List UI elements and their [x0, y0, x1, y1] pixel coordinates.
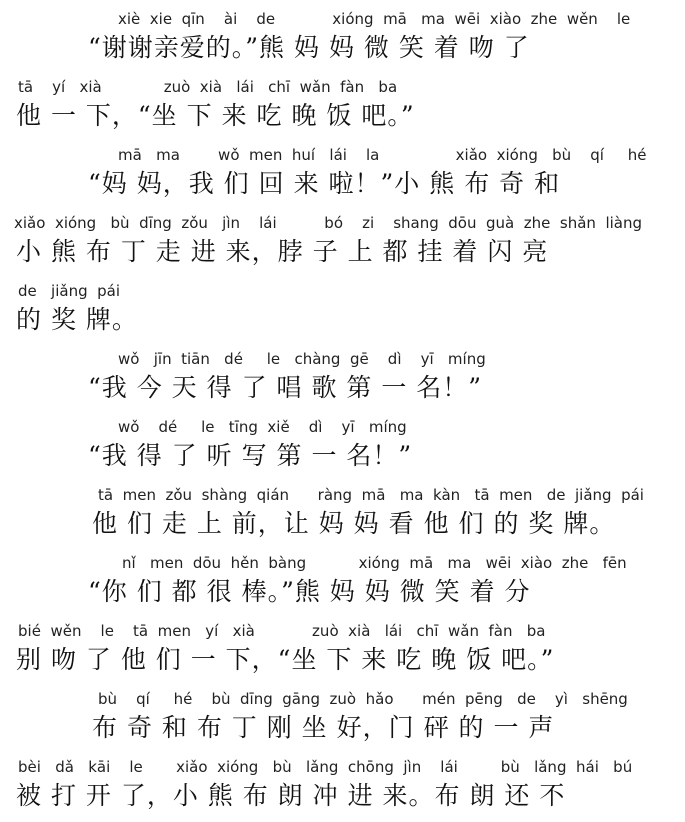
- pinyin-row: tā men zǒu shàng qián ràng mā ma kàn tā men de jiǎng pái: [98, 486, 644, 504]
- hanzi-row: 被 打 开 了，小 熊 布 朗 冲 进 来。布 朗 还 不: [16, 781, 566, 810]
- pinyin-row: tā yí xià zuò xià lái chī wǎn fàn ba: [18, 78, 398, 96]
- pinyin-row: bié wěn le tā men yí xià zuò xià lái chī wǎn fàn ba: [18, 622, 546, 640]
- pinyin-row: mā ma wǒ men huí lái la xiǎo xióng bù qí hé: [118, 146, 647, 164]
- hanzi-row: 他 们 走 上 前，让 妈 妈 看 他 们 的 奖 牌。: [92, 509, 616, 538]
- hanzi-row: 别 吻 了 他 们 一 下，“坐 下 来 吃 晚 饭 吧。”: [16, 645, 555, 674]
- pinyin-row: wǒ jīn tiān dé le chàng gē dì yī míng: [118, 350, 486, 368]
- text-line: [0, 414, 685, 482]
- text-line: [0, 482, 685, 550]
- text-line: [0, 278, 685, 346]
- pinyin-row: wǒ dé le tīng xiě dì yī míng: [118, 418, 407, 436]
- pinyin-row: xiǎo xióng bù dīng zǒu jìn lái bó zi shang dōu guà zhe shǎn liàng: [14, 214, 643, 232]
- text-line: [0, 754, 685, 822]
- hanzi-row: “我 今 天 得 了 唱 歌 第 一 名！”: [88, 373, 483, 402]
- pinyin-row: nǐ men dōu hěn bàng xióng mā ma wēi xiào zhe fēn: [122, 554, 627, 572]
- text-line: [0, 618, 685, 686]
- hanzi-row: “我 得 了 听 写 第 一 名！”: [88, 441, 413, 470]
- hanzi-row: “谢谢亲爱的。”熊 妈 妈 微 笑 着 吻 了: [88, 33, 530, 62]
- text-line: [0, 74, 685, 142]
- hanzi-row: 布 奇 和 布 丁 刚 坐 好，门 砰 的 一 声: [92, 713, 555, 742]
- text-line: [0, 142, 685, 210]
- hanzi-row: 小 熊 布 丁 走 进 来，脖 子 上 都 挂 着 闪 亮: [16, 237, 549, 266]
- hanzi-row: “妈 妈，我 们 回 来 啦！”小 熊 布 奇 和: [88, 169, 561, 198]
- pinyin-row: bèi dǎ kāi le xiǎo xióng bù lǎng chōng jìn lái bù lǎng hái bú: [18, 758, 633, 776]
- hanzi-row: 的 奖 牌。: [16, 305, 138, 334]
- hanzi-row: “你 们 都 很 棒。”熊 妈 妈 微 笑 着 分: [88, 577, 531, 606]
- text-line: [0, 6, 685, 74]
- text-line: [0, 686, 685, 754]
- text-line: [0, 346, 685, 414]
- pinyin-row: xiè xie qīn ài de xióng mā ma wēi xiào zhe wěn le: [118, 10, 631, 28]
- text-line: [0, 210, 685, 278]
- pinyin-row: de jiǎng pái: [18, 282, 121, 300]
- pinyin-row: bù qí hé bù dīng gāng zuò hǎo mén pēng de yì shēng: [98, 690, 628, 708]
- text-line: [0, 550, 685, 618]
- hanzi-row: 他 一 下，“坐 下 来 吃 晚 饭 吧。”: [16, 101, 415, 130]
